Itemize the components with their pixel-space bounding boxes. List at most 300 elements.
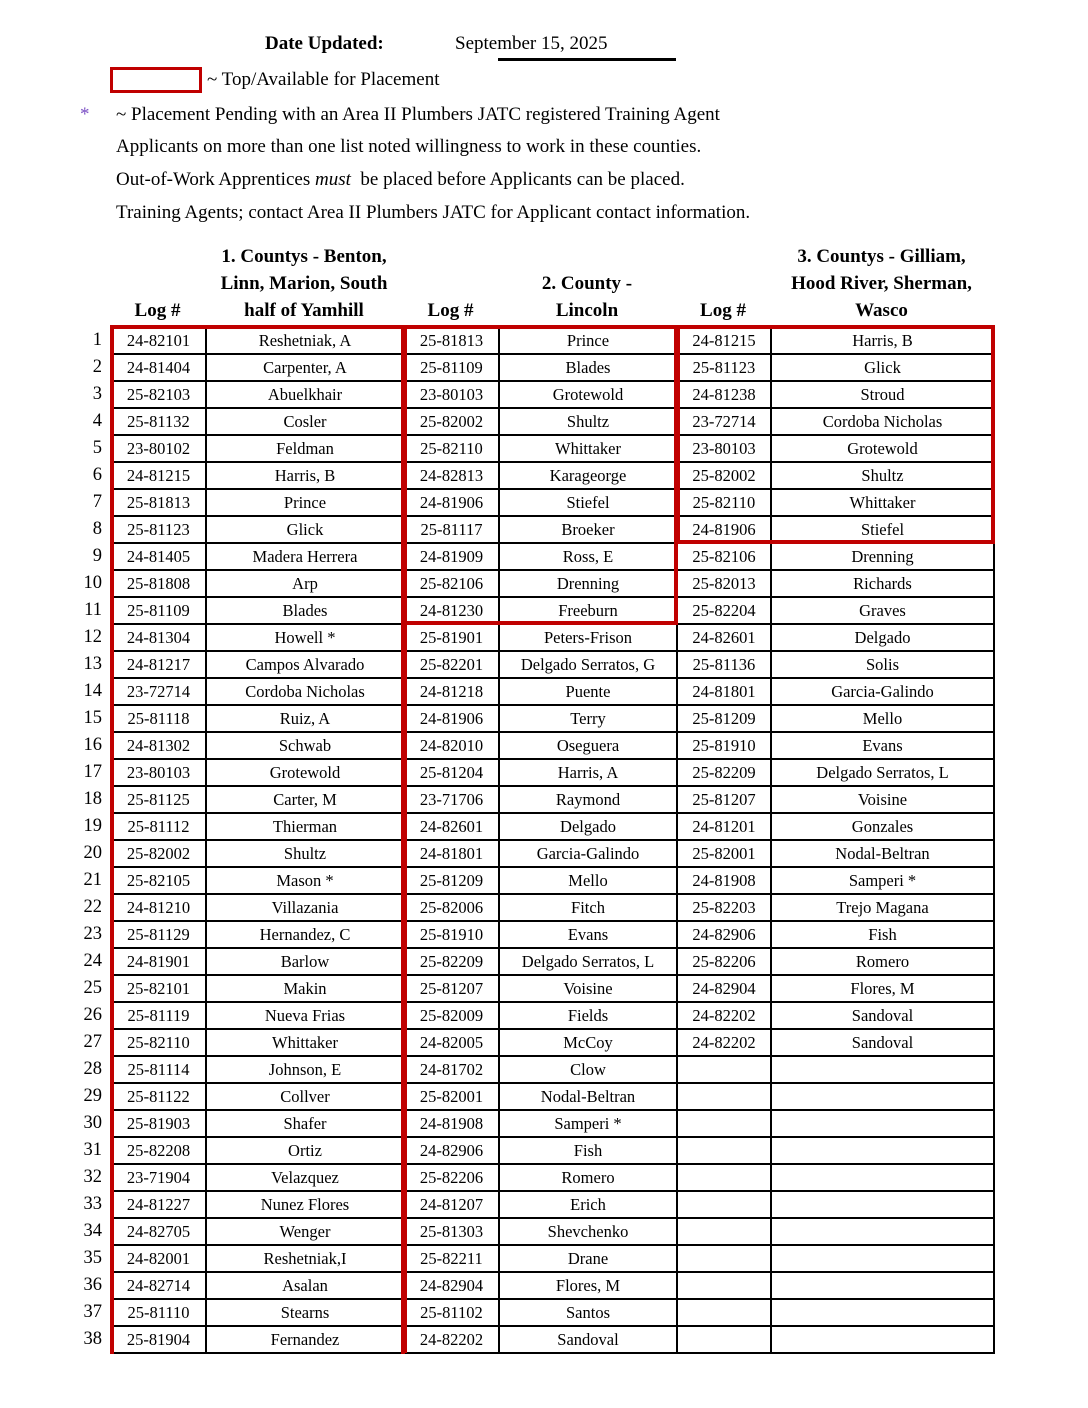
applicant-list-1: Schwab — [206, 732, 404, 759]
applicant-list-3: Whittaker — [771, 489, 994, 516]
table-row — [111, 705, 994, 732]
applicant-list-3: Glick — [771, 354, 994, 381]
table-row — [111, 840, 994, 867]
table-row — [111, 921, 994, 948]
log-number-list-2: 25-82001 — [404, 1083, 499, 1110]
row-number: 23 — [83, 924, 102, 944]
applicant-list-1: Grotewold — [206, 759, 404, 786]
log-number-list-1: 25-81109 — [111, 597, 206, 624]
applicant-list-3: Drenning — [771, 543, 994, 570]
applicant-list-3: Gonzales — [771, 813, 994, 840]
log-number-list-1: 23-80103 — [111, 759, 206, 786]
log-number-list-2: 25-81204 — [404, 759, 499, 786]
table-row — [111, 975, 994, 1002]
applicant-list-3: Voisine — [771, 786, 994, 813]
log-number-list-1: 25-81118 — [111, 705, 206, 732]
log-number-list-1: 24-81901 — [111, 948, 206, 975]
applicant-list-3 — [771, 1137, 994, 1164]
applicant-list-3 — [771, 1272, 994, 1299]
legend-red-box-swatch — [110, 67, 202, 93]
applicant-list-3: Fish — [771, 921, 994, 948]
note-out-of-work — [116, 169, 685, 191]
applicant-list-1: Velazquez — [206, 1164, 404, 1191]
log-number-list-3: 24-82906 — [677, 921, 771, 948]
row-number: 26 — [83, 1005, 102, 1025]
note-training-agents: Training Agents; contact Area II Plumbers JATC for Applicant contact information. — [116, 202, 751, 223]
applicant-list-1: Johnson, E — [206, 1056, 404, 1083]
column-headers — [110, 244, 993, 324]
log-number-list-3 — [677, 1137, 771, 1164]
applicant-list-2: Whittaker — [499, 435, 677, 462]
log-number-list-3 — [677, 1299, 771, 1326]
table-row — [111, 1056, 994, 1083]
applicant-list-2: Harris, A — [499, 759, 677, 786]
log-number-list-2: 23-80103 — [404, 381, 499, 408]
applicant-list-1: Arp — [206, 570, 404, 597]
log-number-list-3: 25-82209 — [677, 759, 771, 786]
applicant-list-1: Fernandez — [206, 1326, 404, 1353]
applicant-list-3: Graves — [771, 597, 994, 624]
table-row — [111, 381, 994, 408]
applicant-list-1: Asalan — [206, 1272, 404, 1299]
log-number-list-2: 24-81909 — [404, 543, 499, 570]
applicant-list-1: Shultz — [206, 840, 404, 867]
row-number: 15 — [83, 708, 102, 728]
table-row — [111, 354, 994, 381]
row-number: 1 — [92, 330, 102, 350]
applicant-list-2: Blades — [499, 354, 677, 381]
table-row — [111, 1110, 994, 1137]
log-number-list-3: 24-81201 — [677, 813, 771, 840]
log-number-list-2: 24-81218 — [404, 678, 499, 705]
applicant-list-2: Delgado Serratos, G — [499, 651, 677, 678]
applicant-list-3 — [771, 1056, 994, 1083]
applicant-list-1: Mason * — [206, 867, 404, 894]
applicant-list-3: Cordoba Nicholas — [771, 408, 994, 435]
note-must-emphasis: must — [314, 169, 351, 190]
table-row — [111, 624, 994, 651]
log-number-list-1: 25-81123 — [111, 516, 206, 543]
log-number-list-1: 25-81129 — [111, 921, 206, 948]
applicant-list-3: Harris, B — [771, 327, 994, 354]
log-number-list-3: 25-82203 — [677, 894, 771, 921]
log-number-list-3: 24-81238 — [677, 381, 771, 408]
applicant-list-3: Stroud — [771, 381, 994, 408]
table-row — [111, 516, 994, 543]
log-number-list-1: 25-82002 — [111, 840, 206, 867]
log-number-list-3: 23-80103 — [677, 435, 771, 462]
log-number-list-2: 25-81910 — [404, 921, 499, 948]
applicant-list-2: Drenning — [499, 570, 677, 597]
legend-pending: ~ Placement Pending with an Area II Plumbers JATC registered Training Agent — [116, 104, 720, 125]
applicant-list-3 — [771, 1245, 994, 1272]
applicant-list-1: Hernandez, C — [206, 921, 404, 948]
header-log-2: Log # — [427, 300, 474, 321]
log-number-list-1: 25-81112 — [111, 813, 206, 840]
log-number-list-1: 24-82001 — [111, 1245, 206, 1272]
table-row — [111, 543, 994, 570]
applicant-list-2: Puente — [499, 678, 677, 705]
log-number-list-3: 24-81801 — [677, 678, 771, 705]
header-list-2-line: Lincoln — [555, 300, 619, 321]
log-number-list-1: 24-81405 — [111, 543, 206, 570]
row-number: 10 — [83, 573, 102, 593]
applicant-list-2: Fish — [499, 1137, 677, 1164]
log-number-list-1: 25-81903 — [111, 1110, 206, 1137]
log-number-list-2: 24-81906 — [404, 705, 499, 732]
applicant-list-2: Raymond — [499, 786, 677, 813]
applicant-list-2: Terry — [499, 705, 677, 732]
table-row — [111, 786, 994, 813]
applicant-list-3: Garcia-Galindo — [771, 678, 994, 705]
applicant-list-1: Reshetniak,I — [206, 1245, 404, 1272]
applicant-list-1: Feldman — [206, 435, 404, 462]
row-number: 4 — [92, 411, 102, 431]
row-number: 22 — [83, 897, 102, 917]
row-number: 20 — [83, 843, 102, 863]
legend-top-available: ~ Top/Available for Placement — [207, 69, 440, 90]
applicant-list-3 — [771, 1164, 994, 1191]
applicant-list-2: Garcia-Galindo — [499, 840, 677, 867]
applicant-list-1: Makin — [206, 975, 404, 1002]
applicant-list-2: Voisine — [499, 975, 677, 1002]
row-number: 7 — [92, 492, 102, 512]
table-row — [111, 1272, 994, 1299]
row-number: 12 — [83, 627, 102, 647]
row-number: 28 — [83, 1059, 102, 1079]
note-out-of-work-a: Out-of-Work Apprentices — [116, 169, 311, 190]
log-number-list-1: 25-81813 — [111, 489, 206, 516]
applicant-list-2: Flores, M — [499, 1272, 677, 1299]
applicant-list-3 — [771, 1218, 994, 1245]
table-row — [111, 1029, 994, 1056]
applicant-list-1: Abuelkhair — [206, 381, 404, 408]
log-number-list-2: 24-82010 — [404, 732, 499, 759]
table-row — [111, 1218, 994, 1245]
row-number: 18 — [83, 789, 102, 809]
table-row — [111, 813, 994, 840]
applicant-list-3: Sandoval — [771, 1029, 994, 1056]
date-underline — [498, 58, 676, 61]
row-number: 11 — [84, 600, 102, 620]
table-row — [111, 732, 994, 759]
pending-asterisk-icon: * — [80, 104, 90, 125]
log-number-list-1: 24-82714 — [111, 1272, 206, 1299]
header-log-1: Log # — [134, 300, 181, 321]
log-number-list-3: 24-82202 — [677, 1002, 771, 1029]
date-label: Date Updated: — [265, 33, 384, 54]
log-number-list-2: 24-81908 — [404, 1110, 499, 1137]
log-number-list-3: 24-81906 — [677, 516, 771, 543]
log-number-list-3: 24-82601 — [677, 624, 771, 651]
table-row — [111, 1002, 994, 1029]
applicant-list-2: Shevchenko — [499, 1218, 677, 1245]
log-number-list-2: 25-81117 — [404, 516, 499, 543]
log-number-list-2: 24-82005 — [404, 1029, 499, 1056]
log-number-list-3 — [677, 1083, 771, 1110]
row-number: 2 — [92, 357, 102, 377]
log-number-list-1: 24-81227 — [111, 1191, 206, 1218]
applicant-list-2: Freeburn — [499, 597, 677, 624]
roster-table — [110, 326, 995, 1354]
row-number: 5 — [92, 438, 102, 458]
applicant-list-1: Blades — [206, 597, 404, 624]
log-number-list-2: 25-81813 — [404, 327, 499, 354]
row-number: 31 — [83, 1140, 102, 1160]
log-number-list-2: 25-82209 — [404, 948, 499, 975]
applicant-list-3: Evans — [771, 732, 994, 759]
log-number-list-2: 25-81901 — [404, 624, 499, 651]
applicant-list-3: Sandoval — [771, 1002, 994, 1029]
table-row — [111, 948, 994, 975]
log-number-list-1: 24-81217 — [111, 651, 206, 678]
log-number-list-2: 25-82106 — [404, 570, 499, 597]
row-number: 34 — [83, 1221, 102, 1241]
log-number-list-1: 23-72714 — [111, 678, 206, 705]
applicant-list-1: Wenger — [206, 1218, 404, 1245]
table-row — [111, 597, 994, 624]
applicant-list-1: Ortiz — [206, 1137, 404, 1164]
applicant-list-2: Santos — [499, 1299, 677, 1326]
applicant-list-3 — [771, 1299, 994, 1326]
log-number-list-1: 23-71904 — [111, 1164, 206, 1191]
applicant-list-1: Nunez Flores — [206, 1191, 404, 1218]
applicant-list-1: Villazania — [206, 894, 404, 921]
row-number: 21 — [83, 870, 102, 890]
header-list-3 — [770, 243, 993, 324]
log-number-list-3 — [677, 1245, 771, 1272]
log-number-list-2: 24-81702 — [404, 1056, 499, 1083]
log-number-list-2: 24-81801 — [404, 840, 499, 867]
applicant-list-1: Carter, M — [206, 786, 404, 813]
header-list-1 — [205, 243, 403, 324]
applicant-list-2: Fields — [499, 1002, 677, 1029]
log-number-list-2: 25-81102 — [404, 1299, 499, 1326]
row-number: 27 — [83, 1032, 102, 1052]
row-number: 9 — [92, 546, 102, 566]
log-number-list-3: 24-82904 — [677, 975, 771, 1002]
note-out-of-work-b: be placed before Applicants can be placed. — [360, 169, 685, 190]
applicant-list-2: Oseguera — [499, 732, 677, 759]
log-number-list-2: 24-82906 — [404, 1137, 499, 1164]
applicant-list-1: Cordoba Nicholas — [206, 678, 404, 705]
row-number: 36 — [83, 1275, 102, 1295]
log-number-list-3: 24-82202 — [677, 1029, 771, 1056]
applicant-list-3: Stiefel — [771, 516, 994, 543]
applicant-list-3 — [771, 1110, 994, 1137]
log-number-list-3: 25-82013 — [677, 570, 771, 597]
log-number-list-3 — [677, 1326, 771, 1353]
row-number: 30 — [83, 1113, 102, 1133]
row-number: 16 — [83, 735, 102, 755]
applicant-list-1: Shafer — [206, 1110, 404, 1137]
applicant-list-2: McCoy — [499, 1029, 677, 1056]
applicant-list-2: Fitch — [499, 894, 677, 921]
log-number-list-3: 25-82001 — [677, 840, 771, 867]
header-list-1-line: half of Yamhill — [244, 300, 364, 321]
applicant-list-3 — [771, 1191, 994, 1218]
log-number-list-3: 25-81136 — [677, 651, 771, 678]
applicant-list-2: Delgado — [499, 813, 677, 840]
applicant-list-3: Trejo Magana — [771, 894, 994, 921]
applicant-list-2: Grotewold — [499, 381, 677, 408]
log-number-list-1: 25-82208 — [111, 1137, 206, 1164]
applicant-list-1: Harris, B — [206, 462, 404, 489]
log-number-list-2: 25-81207 — [404, 975, 499, 1002]
applicant-list-1: Madera Herrera — [206, 543, 404, 570]
log-number-list-3: 25-82206 — [677, 948, 771, 975]
log-number-list-3: 23-72714 — [677, 408, 771, 435]
log-number-list-1: 25-82110 — [111, 1029, 206, 1056]
table-row — [111, 759, 994, 786]
log-number-list-1: 25-81125 — [111, 786, 206, 813]
table-row — [111, 1326, 994, 1353]
applicant-list-1: Prince — [206, 489, 404, 516]
applicant-list-1: Stearns — [206, 1299, 404, 1326]
table-row — [111, 462, 994, 489]
log-number-list-1: 24-82705 — [111, 1218, 206, 1245]
table-row — [111, 1083, 994, 1110]
row-number: 38 — [83, 1329, 102, 1349]
row-number: 6 — [92, 465, 102, 485]
log-number-list-2: 25-82110 — [404, 435, 499, 462]
log-number-list-3 — [677, 1056, 771, 1083]
applicant-list-3: Richards — [771, 570, 994, 597]
log-number-list-2: 24-81230 — [404, 597, 499, 624]
log-number-list-1: 25-82105 — [111, 867, 206, 894]
log-number-list-2: 25-81209 — [404, 867, 499, 894]
table-row — [111, 894, 994, 921]
log-number-list-2: 25-81303 — [404, 1218, 499, 1245]
applicant-list-2: Mello — [499, 867, 677, 894]
applicant-list-3: Nodal-Beltran — [771, 840, 994, 867]
log-number-list-3: 25-81910 — [677, 732, 771, 759]
table-row — [111, 408, 994, 435]
log-number-list-1: 24-81404 — [111, 354, 206, 381]
log-number-list-2: 25-82211 — [404, 1245, 499, 1272]
log-number-list-2: 25-82006 — [404, 894, 499, 921]
applicant-list-1: Collver — [206, 1083, 404, 1110]
log-number-list-2: 24-82904 — [404, 1272, 499, 1299]
row-number: 14 — [83, 681, 102, 701]
header-list-3-line: Hood River, Sherman, — [791, 273, 972, 294]
applicant-list-1: Campos Alvarado — [206, 651, 404, 678]
header-list-2 — [498, 270, 676, 324]
header-list-1-line: Linn, Marion, South — [220, 273, 388, 294]
row-number: 37 — [83, 1302, 102, 1322]
table-row — [111, 651, 994, 678]
log-number-list-1: 25-82101 — [111, 975, 206, 1002]
log-number-list-1: 24-82101 — [111, 327, 206, 354]
log-number-list-1: 25-81808 — [111, 570, 206, 597]
applicant-list-2: Samperi * — [499, 1110, 677, 1137]
applicant-list-3: Solis — [771, 651, 994, 678]
table-row — [111, 1191, 994, 1218]
applicant-list-2: Karageorge — [499, 462, 677, 489]
log-number-list-2: 25-82206 — [404, 1164, 499, 1191]
log-number-list-1: 25-81119 — [111, 1002, 206, 1029]
applicant-list-3: Mello — [771, 705, 994, 732]
applicant-list-2: Clow — [499, 1056, 677, 1083]
log-number-list-2: 25-81109 — [404, 354, 499, 381]
applicant-list-2: Sandoval — [499, 1326, 677, 1353]
applicant-list-1: Howell * — [206, 624, 404, 651]
applicant-list-1: Whittaker — [206, 1029, 404, 1056]
note-multiple-lists: Applicants on more than one list noted willingness to work in these counties. — [116, 136, 702, 157]
table-row — [111, 1164, 994, 1191]
date-value: September 15, 2025 — [455, 33, 608, 54]
applicant-list-1: Ruiz, A — [206, 705, 404, 732]
header-list-3-line: Wasco — [855, 300, 908, 321]
row-number: 8 — [92, 519, 102, 539]
row-number: 35 — [83, 1248, 102, 1268]
applicant-list-2: Drane — [499, 1245, 677, 1272]
log-number-list-1: 24-81302 — [111, 732, 206, 759]
row-number: 19 — [83, 816, 102, 836]
log-number-list-3: 24-81908 — [677, 867, 771, 894]
log-number-list-1: 24-81304 — [111, 624, 206, 651]
log-number-list-1: 24-81215 — [111, 462, 206, 489]
log-number-list-2: 24-82601 — [404, 813, 499, 840]
row-number: 32 — [83, 1167, 102, 1187]
log-number-list-2: 24-81906 — [404, 489, 499, 516]
log-number-list-2: 25-82002 — [404, 408, 499, 435]
table-row — [111, 489, 994, 516]
table-row — [111, 678, 994, 705]
row-number: 33 — [83, 1194, 102, 1214]
log-number-list-2: 23-71706 — [404, 786, 499, 813]
applicant-list-2: Delgado Serratos, L — [499, 948, 677, 975]
header-list-1-line: 1. Countys - Benton, — [221, 246, 387, 267]
applicant-list-1: Cosler — [206, 408, 404, 435]
log-number-list-1: 25-81114 — [111, 1056, 206, 1083]
log-number-list-2: 24-81207 — [404, 1191, 499, 1218]
table-row — [111, 867, 994, 894]
log-number-list-1: 25-81904 — [111, 1326, 206, 1353]
applicant-list-3: Delgado — [771, 624, 994, 651]
log-number-list-2: 24-82813 — [404, 462, 499, 489]
applicant-list-2: Stiefel — [499, 489, 677, 516]
applicant-list-2: Ross, E — [499, 543, 677, 570]
log-number-list-3 — [677, 1272, 771, 1299]
log-number-list-2: 24-82202 — [404, 1326, 499, 1353]
log-number-list-3: 24-81215 — [677, 327, 771, 354]
log-number-list-3 — [677, 1164, 771, 1191]
log-number-list-3 — [677, 1218, 771, 1245]
log-number-list-3: 25-81123 — [677, 354, 771, 381]
log-number-list-1: 25-81122 — [111, 1083, 206, 1110]
log-number-list-2: 25-82009 — [404, 1002, 499, 1029]
row-number: 13 — [83, 654, 102, 674]
applicant-list-1: Carpenter, A — [206, 354, 404, 381]
log-number-list-1: 25-82103 — [111, 381, 206, 408]
header-list-2-line: 2. County - — [541, 273, 633, 294]
log-number-list-1: 23-80102 — [111, 435, 206, 462]
applicant-list-2: Broeker — [499, 516, 677, 543]
applicant-list-1: Thierman — [206, 813, 404, 840]
header-log-3: Log # — [700, 300, 746, 321]
applicant-list-1: Barlow — [206, 948, 404, 975]
log-number-list-2: 25-82201 — [404, 651, 499, 678]
table-row — [111, 1245, 994, 1272]
log-number-list-3: 25-82106 — [677, 543, 771, 570]
log-number-list-3: 25-82002 — [677, 462, 771, 489]
table-row — [111, 1299, 994, 1326]
row-number: 25 — [83, 978, 102, 998]
log-number-list-3: 25-82110 — [677, 489, 771, 516]
log-number-list-3 — [677, 1110, 771, 1137]
table-row — [111, 327, 994, 354]
